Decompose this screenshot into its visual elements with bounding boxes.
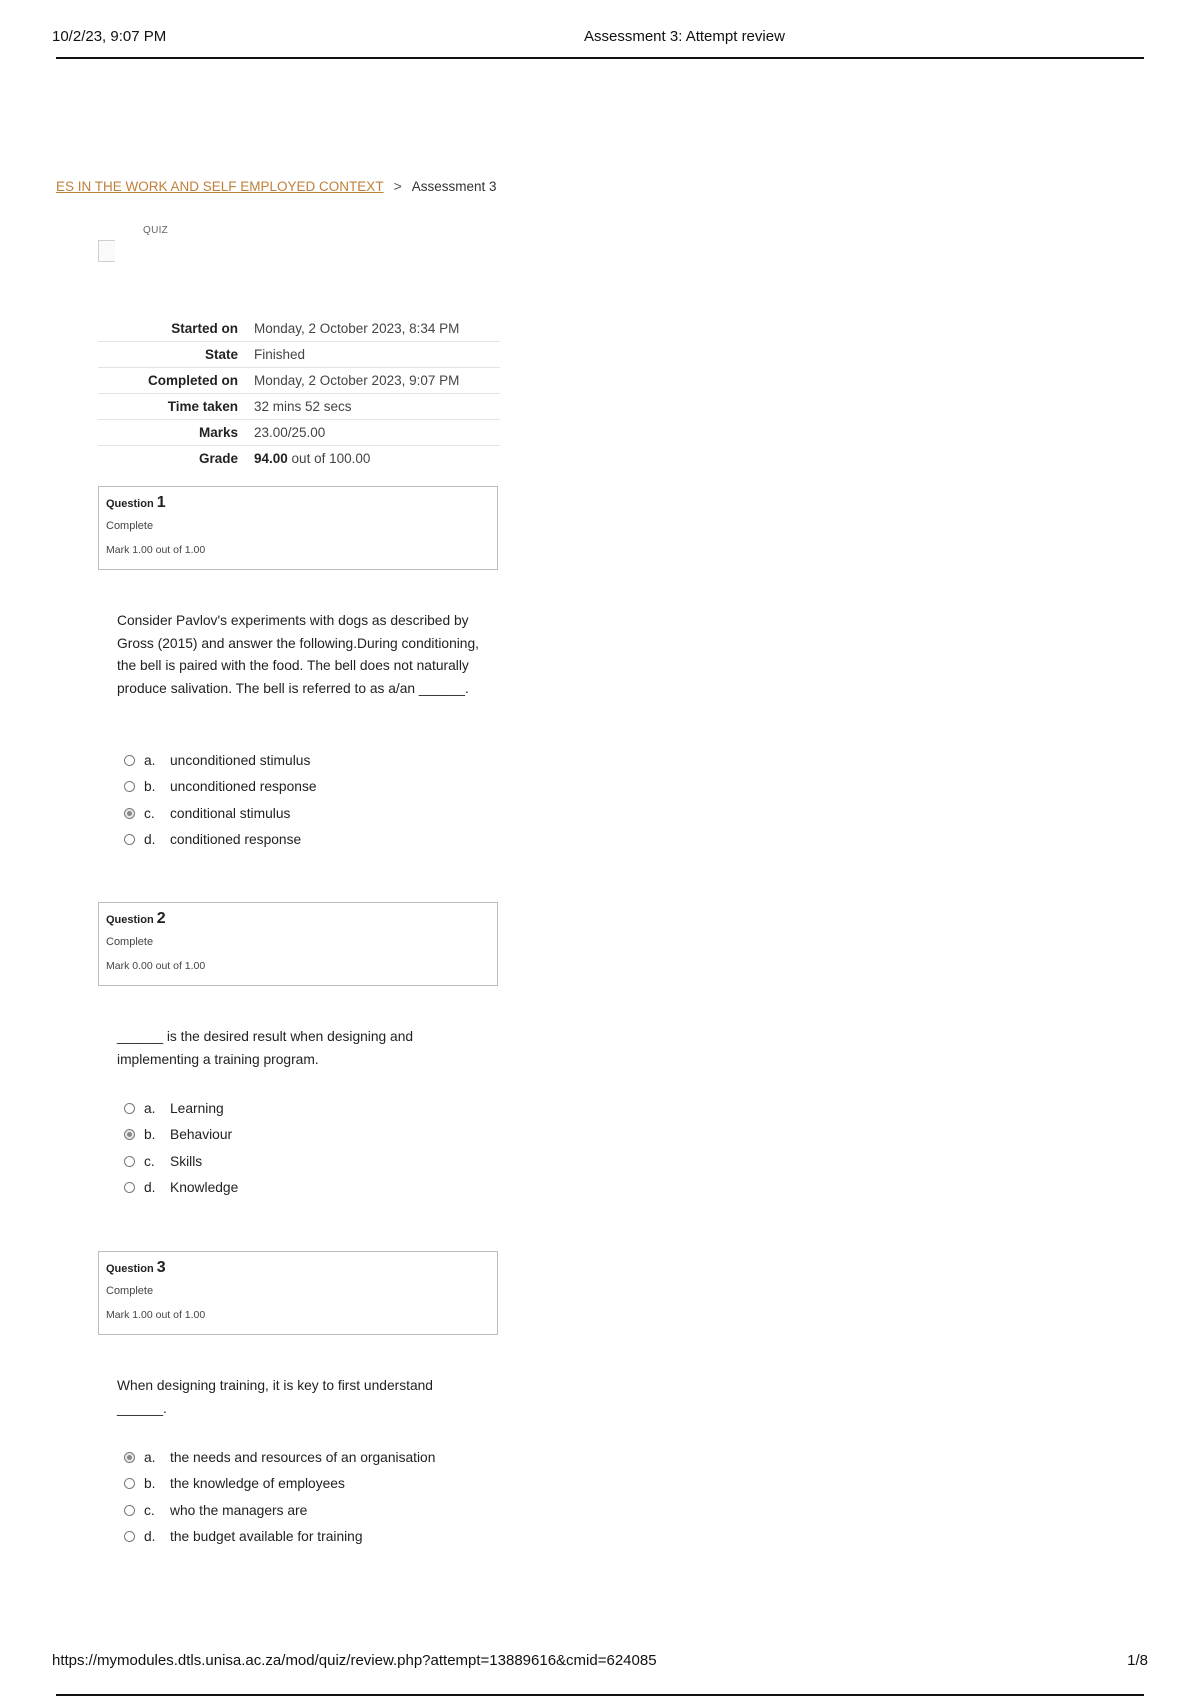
radio-button[interactable] xyxy=(124,834,135,845)
summary-row-state xyxy=(98,342,500,368)
radio-button[interactable] xyxy=(124,1156,135,1167)
answer-option[interactable] xyxy=(124,827,504,854)
option-text: conditioned response xyxy=(170,832,302,848)
option-letter: d. xyxy=(144,1180,156,1196)
answer-option[interactable] xyxy=(124,1497,504,1524)
question-number-value: 3 xyxy=(156,1259,166,1276)
answer-option[interactable] xyxy=(124,747,504,774)
breadcrumb-separator: > xyxy=(393,178,402,194)
grade-value: 94.00 xyxy=(254,451,288,466)
option-text: Knowledge xyxy=(170,1180,239,1196)
print-page-number: 1/8 xyxy=(1127,1652,1148,1669)
option-letter: c. xyxy=(144,805,155,821)
radio-button-selected[interactable] xyxy=(124,808,135,819)
print-title: Assessment 3: Attempt review xyxy=(584,28,785,45)
answer-option[interactable] xyxy=(124,1095,504,1122)
option-text: conditional stimulus xyxy=(170,805,291,821)
option-letter: a. xyxy=(144,1100,156,1116)
answer-option[interactable] xyxy=(124,1175,504,1202)
quiz-icon xyxy=(98,240,115,262)
radio-button[interactable] xyxy=(124,1505,135,1516)
radio-button[interactable] xyxy=(124,1531,135,1542)
question-3-text: When designing training, it is key to first understand ______. xyxy=(117,1378,433,1416)
option-letter: c. xyxy=(144,1502,155,1518)
option-text: the knowledge of employees xyxy=(170,1476,345,1492)
summary-label: Time taken xyxy=(98,394,254,420)
option-letter: b. xyxy=(144,1476,156,1492)
summary-label: State xyxy=(98,342,254,368)
summary-label: Started on xyxy=(98,316,254,342)
question-mark: Mark 1.00 out of 1.00 xyxy=(106,1309,206,1321)
question-number-value: 2 xyxy=(156,910,166,927)
radio-button-selected[interactable] xyxy=(124,1129,135,1140)
header-rule xyxy=(56,57,1144,59)
question-mark: Mark 1.00 out of 1.00 xyxy=(106,544,206,556)
radio-button[interactable] xyxy=(124,1103,135,1114)
option-text: the budget available for training xyxy=(170,1529,363,1545)
summary-label: Completed on xyxy=(98,368,254,394)
summary-value: Finished xyxy=(254,342,500,368)
question-number xyxy=(106,494,490,512)
summary-row-marks xyxy=(98,420,500,446)
question-label: Question xyxy=(106,498,154,510)
option-letter: b. xyxy=(144,779,156,795)
question-1-info xyxy=(98,486,498,570)
summary-value: 23.00/25.00 xyxy=(254,420,500,446)
option-text: the needs and resources of an organisation xyxy=(170,1449,436,1465)
print-date: 10/2/23, 9:07 PM xyxy=(52,28,167,45)
footer-rule xyxy=(56,1694,1144,1696)
option-text: Learning xyxy=(170,1100,224,1116)
summary-label: Grade xyxy=(198,451,238,466)
summary-label: Marks xyxy=(98,420,254,446)
question-state: Complete xyxy=(106,520,154,532)
answer-option[interactable] xyxy=(124,800,504,827)
attempt-summary-table xyxy=(98,316,500,471)
summary-value: Monday, 2 October 2023, 9:07 PM xyxy=(254,368,500,394)
summary-row-started xyxy=(98,316,500,342)
summary-row-completed xyxy=(98,368,500,394)
question-number xyxy=(106,1259,490,1277)
radio-button[interactable] xyxy=(124,1478,135,1489)
summary-value: Monday, 2 October 2023, 8:34 PM xyxy=(254,316,500,342)
summary-row-grade xyxy=(98,446,500,472)
radio-button-selected[interactable] xyxy=(124,1452,135,1463)
answer-option[interactable] xyxy=(124,774,504,801)
option-text: unconditioned response xyxy=(170,779,317,795)
question-number-value: 1 xyxy=(156,494,166,511)
question-number xyxy=(106,910,490,928)
question-2-answers xyxy=(124,1095,504,1201)
answer-option[interactable] xyxy=(124,1122,504,1149)
option-letter: d. xyxy=(144,832,156,848)
question-state: Complete xyxy=(106,1285,154,1297)
question-3-answers xyxy=(124,1444,504,1550)
answer-option[interactable] xyxy=(124,1524,504,1551)
option-letter: c. xyxy=(144,1153,155,1169)
question-label: Question xyxy=(106,914,154,926)
radio-button[interactable] xyxy=(124,781,135,792)
activity-type-label: QUIZ xyxy=(143,225,169,236)
answer-option[interactable] xyxy=(124,1444,504,1471)
question-3-info xyxy=(98,1251,498,1335)
grade-out-of: out of 100.00 xyxy=(287,451,371,466)
question-state: Complete xyxy=(106,936,154,948)
question-1-text: Consider Pavlov's experiments with dogs as described by Gross (2015) and answer the following.During conditioning, the bell is paired with the food. The bell does not naturally produce salivation. The bell is referred to as a/an ______. xyxy=(117,613,479,696)
option-text: who the managers are xyxy=(170,1502,308,1518)
summary-row-time-taken xyxy=(98,394,500,420)
option-text: unconditioned stimulus xyxy=(170,752,311,768)
summary-value: 32 mins 52 secs xyxy=(254,394,500,420)
summary-value xyxy=(254,446,500,472)
radio-button[interactable] xyxy=(124,755,135,766)
option-letter: b. xyxy=(144,1127,156,1143)
question-1-answers xyxy=(124,747,504,853)
radio-button[interactable] xyxy=(124,1182,135,1193)
breadcrumb-course-link[interactable]: ES IN THE WORK AND SELF EMPLOYED CONTEXT xyxy=(56,178,384,194)
option-text: Behaviour xyxy=(170,1127,233,1143)
breadcrumb-current: Assessment 3 xyxy=(411,178,497,194)
answer-option[interactable] xyxy=(124,1148,504,1175)
option-text: Skills xyxy=(170,1153,203,1169)
breadcrumb xyxy=(56,178,497,194)
print-footer-url: https://mymodules.dtls.unisa.ac.za/mod/quiz/review.php?attempt=13889616&cmid=624085 xyxy=(52,1652,657,1669)
option-letter: a. xyxy=(144,752,156,768)
option-letter: d. xyxy=(144,1529,156,1545)
question-2-text: ______ is the desired result when designing and implementing a training program. xyxy=(117,1029,414,1067)
option-letter: a. xyxy=(144,1449,156,1465)
answer-option[interactable] xyxy=(124,1471,504,1498)
question-2-info xyxy=(98,902,498,986)
question-mark: Mark 0.00 out of 1.00 xyxy=(106,960,206,972)
question-label: Question xyxy=(106,1263,154,1275)
